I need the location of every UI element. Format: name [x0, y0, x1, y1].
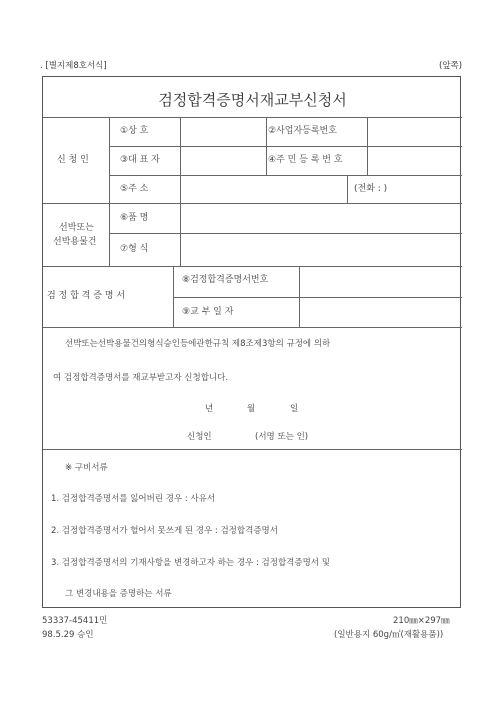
divider-col-mid [266, 117, 267, 175]
documents-item3-line1: 3. 검정합격증명서의 기재사항을 변경하고자 하는 경우 : 검정합격증명서 및 [51, 558, 330, 568]
documents-item1: 1. 검정합격증명서를 잃어버린 경우 : 사유서 [51, 494, 216, 504]
footer-size: 210㎜×297㎜ [393, 616, 450, 626]
form-number: . [별지제8호서식] [40, 61, 107, 71]
divider-certificate [43, 327, 462, 328]
date-year-label: 년 [205, 404, 214, 414]
form-title: 검정합격증명서재교부신청서 [158, 91, 347, 109]
signature-label: (서명 또는 인) [255, 432, 309, 442]
cert-number-label: ⑧검정합격증명서번호 [182, 275, 269, 285]
certificate-section-label: 검 정 합 격 증 명 서 [47, 291, 126, 301]
statement-line2: 여 검정합격증명서를 재교부받고자 신청합니다. [53, 373, 229, 383]
business-reg-label: ②사업자등록번호 [268, 126, 337, 136]
footer-approval: 98.5.29 승인 [42, 630, 94, 640]
divider-cert-number [173, 297, 462, 298]
divider-vessel [43, 266, 462, 267]
documents-item2: 2. 검정합격증명서가 헐어서 못쓰게 된 경우 : 검정합격증명서 [51, 526, 278, 536]
statement-line1: 선박또는선박용물건의형식승인등에관한규칙 제8조제3항의 규정에 의하 [65, 339, 331, 349]
divider-row2 [109, 175, 462, 176]
divider-item-name [109, 233, 462, 234]
footer-code: 53337-45411민 [42, 616, 108, 626]
divider-col-label [180, 117, 181, 266]
vessel-section-label-1: 선박또는 [59, 223, 94, 233]
date-day-label: 일 [290, 404, 299, 414]
application-form [42, 76, 461, 608]
footer-paper: (일반용지 60g/㎡(재활용품)) [334, 630, 444, 640]
page-side-label: (앞쪽) [439, 61, 463, 71]
resident-reg-label: ④주 민 등 록 번 호 [268, 155, 343, 165]
divider-applicant [43, 203, 462, 204]
applicant-sign-label: 신청인 [187, 432, 212, 442]
divider-col-section [109, 117, 110, 266]
documents-heading: ※ 구비서류 [65, 463, 108, 473]
vessel-section-label-2: 선박용물건 [53, 237, 97, 247]
divider-row1 [109, 146, 462, 147]
documents-item3-line2: 그 변경내용을 증명하는 서류 [65, 589, 172, 599]
item-name-label: ⑥품 명 [120, 213, 149, 223]
issue-date-label: ⑨교 부 일 자 [182, 307, 234, 317]
divider-statement [43, 449, 462, 450]
divider-col-cert [173, 266, 174, 327]
model-label: ⑦형 식 [120, 244, 149, 254]
applicant-section-label: 신 청 인 [57, 155, 89, 165]
phone-label: (전화 : ) [354, 184, 388, 194]
trade-name-label: ①상 호 [120, 126, 149, 136]
representative-label: ③대 표 자 [120, 155, 160, 165]
date-month-label: 월 [247, 404, 256, 414]
divider-col-value [367, 117, 368, 175]
divider-col-cert-value [299, 266, 300, 327]
address-label: ⑤주 소 [120, 184, 149, 194]
divider-title [43, 117, 462, 118]
divider-col-phone [347, 175, 348, 203]
